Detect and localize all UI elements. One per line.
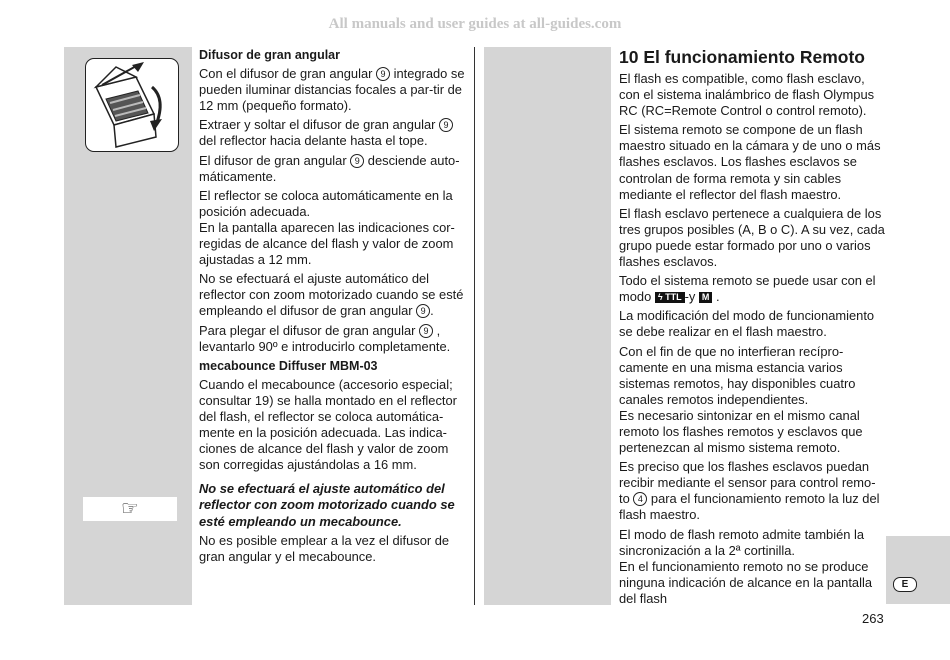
paragraph: El difusor de gran angular 9 desciende auto-máticamente. <box>199 152 460 184</box>
ref-number-4: 4 <box>633 492 647 506</box>
paragraph: Con el difusor de gran angular 9 integrado se pueden iluminar distancias focales a par-tir de 12 mm (pequeño formato). <box>199 66 465 114</box>
note-text: No se efectuará el ajuste automático del reflector con zoom motorizado cuando se esté empleando un mecabounce. <box>199 481 455 529</box>
paragraph: El sistema remoto se compone de un flash maestro situado en la cámara y de uno o más flashes esclavos. Los flashes esclavos se controlan de forma remota y sin cables mediante el reflector del flash maestro. <box>619 122 881 202</box>
language-badge: E <box>893 577 917 592</box>
pointing-hand-icon: ☞ <box>83 497 177 521</box>
paragraph: Con el fin de que no interfieran recípro-camente en una misma estancia varios sistemas remotos, hay disponibles cuatro canales remotos independientes. <box>619 343 856 407</box>
section-heading-mecabounce: mecabounce Diffuser MBM-03 <box>199 358 378 373</box>
ref-number-9: 9 <box>416 304 430 318</box>
ref-number-9: 9 <box>439 118 453 132</box>
manual-mode-icon: M <box>699 292 713 303</box>
section-title: 10 El funcionamiento Remoto <box>619 47 865 67</box>
paragraph: La modificación del modo de funcionamiento se debe realizar en el flash maestro. <box>619 308 875 340</box>
left-column <box>199 47 467 568</box>
right-column <box>619 47 885 610</box>
paragraph: En el funcionamiento remoto no se produce ninguna indicación de alcance en la pantalla del flash <box>619 558 872 606</box>
right-margin-bar <box>484 47 611 605</box>
paragraph: Para plegar el difusor de gran angular 9 , levantarlo 90º e introducirlo completamente. <box>199 322 451 354</box>
ref-number-9: 9 <box>350 154 364 168</box>
paragraph: No es posible emplear a la vez el difusor de gran angular y el mecabounce. <box>199 532 450 564</box>
paragraph: Extraer y soltar el difusor de gran angular 9 del reflector hacia delante hasta el tope. <box>199 117 467 149</box>
ref-number-9: 9 <box>419 324 433 338</box>
paragraph: En la pantalla aparecen las indicaciones cor-regidas de alcance del flash y valor de zoom ajustadas a 12 mm. <box>199 219 455 268</box>
paragraph: No se efectuará el ajuste automático del reflector con zoom motorizado cuando se esté empleando el difusor de gran angular 9 . <box>199 271 464 319</box>
paragraph: El flash es compatible, como flash esclavo, con el sistema inalámbrico de flash Olympus RC (RC=Remote Control o control remoto). <box>619 71 875 119</box>
paragraph: Es necesario sintonizar en el mismo canal remoto los flashes remotos y esclavos que pertenezcan al mismo sistema remoto. <box>619 407 863 456</box>
page-number: 263 <box>862 611 884 626</box>
ref-number-9: 9 <box>376 67 390 81</box>
section-heading-wide-angle: Difusor de gran angular <box>199 48 340 62</box>
paragraph: Todo el sistema remoto se puede usar con el modo ϟ TTL -y M . <box>619 273 876 305</box>
paragraph: Cuando el mecabounce (accesorio especial; consultar 19) se halla montado en el reflector del flash, el reflector se coloca automática-mente en la posición adecuada. Las indica-ciones de alcance del flash y valor de zoom son corregidas ajustándolas a 16 mm. <box>199 376 457 473</box>
language-tab <box>886 536 950 604</box>
paragraph: El flash esclavo pertenece a cualquiera de los tres grupos posibles (A, B o C). A su vez, cada grupo puede estar formado por uno o varios flashes esclavos. <box>619 205 885 270</box>
watermark: All manuals and user guides at all-guides.com <box>328 16 622 32</box>
ttl-mode-icon: ϟ TTL <box>655 292 685 303</box>
wide-angle-diffuser-illustration <box>85 58 179 152</box>
column-divider <box>474 47 475 605</box>
paragraph: El modo de flash remoto admite también la sincronización a la 2ª cortinilla. <box>619 526 865 558</box>
paragraph: El reflector se coloca automáticamente en la posición adecuada. <box>199 187 453 219</box>
paragraph: Es preciso que los flashes esclavos puedan recibir mediante el sensor para control remo-to 4 para el funcionamiento remoto la luz del flash maestro. <box>619 459 880 523</box>
